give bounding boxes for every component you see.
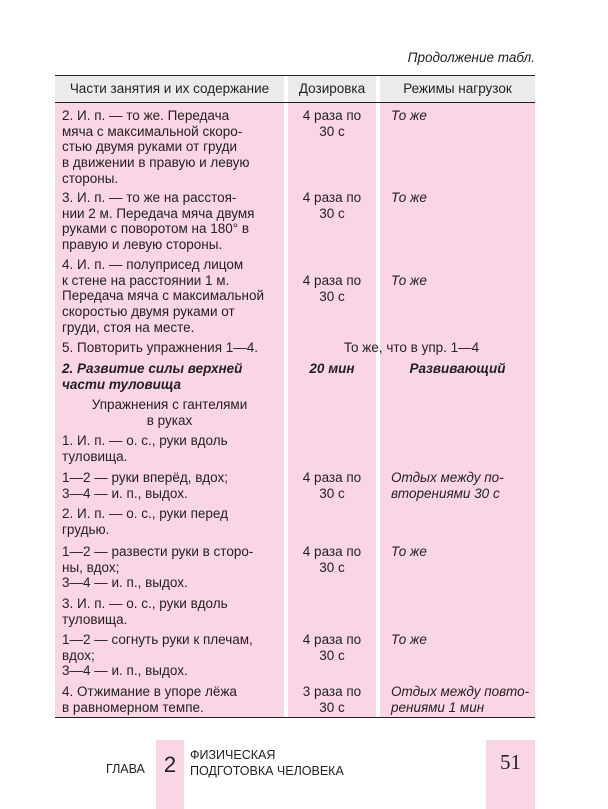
row-1-load-mode <box>391 108 427 124</box>
text-line: части туловища <box>62 376 182 392</box>
text-line: 1. И. п. — о. с., руки вдоль <box>62 433 228 448</box>
text-line: 30 с <box>319 559 345 575</box>
text-line: 4 раза по <box>302 190 362 205</box>
row-2-content <box>62 190 254 253</box>
text-line: 4. Отжимание в упоре лёжа <box>62 684 237 699</box>
text-line: Развивающий <box>409 361 506 376</box>
row-4-content <box>62 340 258 356</box>
row-8-content <box>62 470 228 501</box>
section-load-mode <box>380 361 535 377</box>
text-line: То же <box>391 190 427 205</box>
text-line: 3—4 — и. п., выдох. <box>62 575 188 591</box>
text-line: ФИЗИЧЕСКАЯ <box>190 748 276 762</box>
text-line: туловища. <box>62 611 128 627</box>
text-line: 4 раза по <box>302 470 362 485</box>
text-line: 30 с <box>319 647 345 663</box>
row-4-merged-cell: То же, что в упр. 1—4 <box>343 340 480 355</box>
text-line: 3 раза по <box>302 684 362 699</box>
text-line: руками с поворотом на 180° в <box>62 221 250 237</box>
text-line: скоростью двумя руками от <box>62 304 235 320</box>
text-line: То же <box>391 632 427 647</box>
row-13-load-mode <box>391 684 529 715</box>
text-line: в равномерном темпе. <box>62 699 204 715</box>
section-heading <box>62 361 242 392</box>
row-3-dosage <box>288 273 376 304</box>
row-11-content <box>62 596 228 627</box>
chapter-number: 2 <box>163 752 177 777</box>
text-line: 1—2 — развести руки в сторо- <box>62 544 254 559</box>
text-line: в движении в правую и левую <box>62 155 250 171</box>
text-line: 30 с <box>319 123 345 139</box>
chapter-title <box>190 747 344 779</box>
text-line: 30 с <box>319 205 345 221</box>
text-line: грудью. <box>62 521 110 537</box>
header-parts: Части занятия и их содержание <box>69 81 270 96</box>
row-9-content <box>62 506 228 537</box>
text-line: к стене на расстоянии 1 м. <box>62 272 230 288</box>
text-line: 20 мин <box>309 361 355 376</box>
header-dosage: Дозировка <box>298 81 366 96</box>
text-line: груди, стоя на месте. <box>62 319 195 335</box>
header-load-modes: Режимы нагрузок <box>403 81 512 96</box>
row-12-dosage <box>288 632 376 663</box>
text-line: вторениями 30 с <box>391 485 500 501</box>
text-line: ПОДГОТОВКА ЧЕЛОВЕКА <box>190 764 344 778</box>
text-line: нии 2 м. Передача мяча двумя <box>62 205 255 221</box>
row-12-content <box>62 632 253 679</box>
table-bottom-rule <box>55 717 535 718</box>
text-line: вдох; <box>62 647 95 663</box>
caption: Продолжение табл. <box>407 50 535 65</box>
text-line: правую и левую стороны. <box>62 237 223 253</box>
text-line: То же <box>391 108 427 123</box>
text-line: 3. И. п. — то же на расстоя- <box>62 190 237 205</box>
chapter-label: ГЛАВА <box>106 762 145 776</box>
text-line: То же <box>391 273 427 288</box>
text-line: 3—4 — и. п., выдох. <box>62 485 188 501</box>
header-bottom-rule <box>55 102 535 103</box>
text-line: 1—2 — согнуть руки к плечам, <box>62 632 253 647</box>
row-10-load-mode <box>391 544 427 560</box>
row-1-content <box>62 108 250 187</box>
text-line: в руках <box>146 412 193 428</box>
text-line: 1—2 — руки вперёд, вдох; <box>62 470 228 485</box>
text-line: 3—4 — и. п., выдох. <box>62 663 188 679</box>
row-3-load-mode <box>391 273 427 289</box>
text-line: 30 с <box>319 288 345 304</box>
text-line: 4 раза по <box>302 273 362 288</box>
row-12-load-mode <box>391 632 427 648</box>
text-line: туловища. <box>62 448 128 464</box>
text-line: 5. Повторить упражнения 1—4. <box>62 340 259 355</box>
text-line: ны, вдох; <box>62 559 120 575</box>
row-1-dosage <box>288 108 376 139</box>
text-line: 4 раза по <box>302 544 362 559</box>
section-dosage <box>288 361 376 377</box>
text-line: стью двумя руками от груди <box>62 139 238 155</box>
row-10-dosage <box>288 544 376 575</box>
text-line: 2. И. п. — о. с., руки перед <box>62 506 229 521</box>
text-line: 4 раза по <box>302 108 362 123</box>
text-line: 2. Развитие силы верхней <box>62 361 243 376</box>
text-line: 2. И. п. — то же. Передача <box>62 108 230 123</box>
text-line: 30 с <box>319 699 345 715</box>
text-line: Передача мяча с максимальной <box>62 288 265 304</box>
subheading <box>55 397 284 428</box>
text-line: То же <box>391 544 427 559</box>
text-line: Отдых между повто- <box>391 684 530 699</box>
row-8-load-mode <box>391 470 504 501</box>
row-3-content <box>62 257 264 336</box>
page-number: 51 <box>500 750 521 774</box>
row-7-content <box>62 433 228 464</box>
text-line: мяча с максимальной скоро- <box>62 123 243 139</box>
text-line: стороны. <box>62 170 119 186</box>
text-line: Упражнения с гантелями <box>91 397 248 412</box>
text-line: 4. И. п. — полуприсед лицом <box>62 257 244 272</box>
row-2-load-mode <box>391 190 427 206</box>
text-line: Отдых между по- <box>391 470 504 485</box>
text-line: 4 раза по <box>302 632 362 647</box>
text-line: рениями 1 мин <box>391 699 485 715</box>
text-line: 30 с <box>319 485 345 501</box>
row-13-dosage <box>288 684 376 715</box>
row-2-dosage <box>288 190 376 221</box>
text-line: 3. И. п. — о. с., руки вдоль <box>62 596 228 611</box>
row-10-content <box>62 544 253 591</box>
row-8-dosage <box>288 470 376 501</box>
row-13-content <box>62 684 237 715</box>
